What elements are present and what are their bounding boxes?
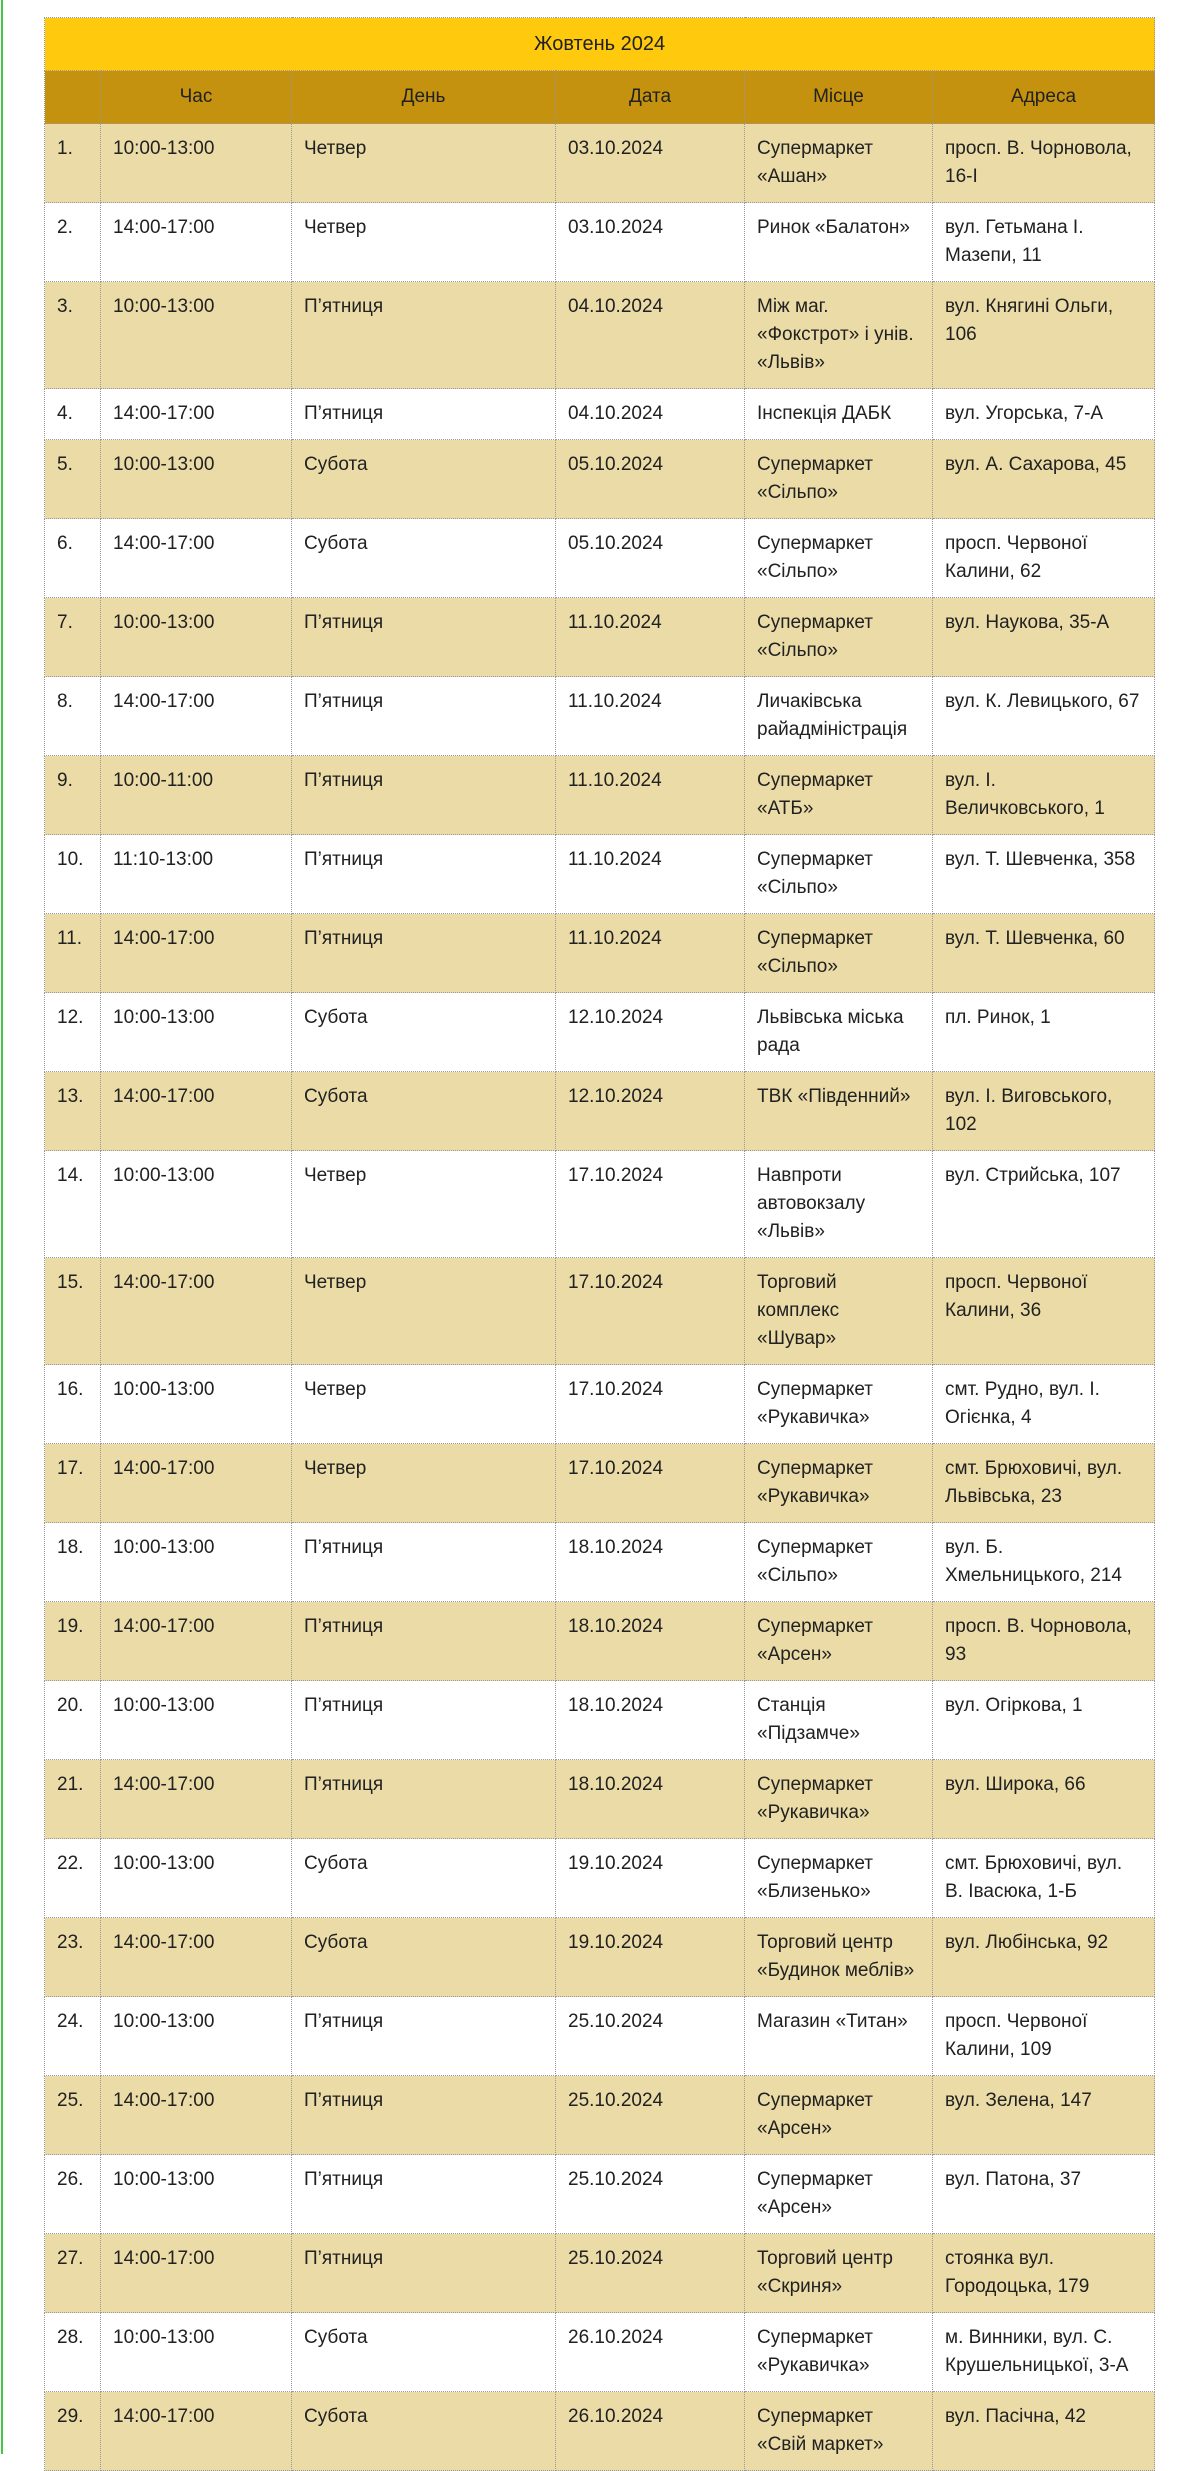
row-address: стоянка вул. Городоцька, 179 (933, 2234, 1155, 2313)
row-number: 3. (45, 282, 101, 389)
row-day: П’ятниця (292, 677, 556, 756)
table-row (45, 914, 1155, 993)
table-body (45, 124, 1155, 2471)
row-day: П’ятниця (292, 1760, 556, 1839)
table-row (45, 519, 1155, 598)
table-row (45, 756, 1155, 835)
row-day: П’ятниця (292, 1997, 556, 2076)
row-day: Субота (292, 2392, 556, 2471)
row-address: вул. Огіркова, 1 (933, 1681, 1155, 1760)
row-place: Супермаркет «Свій маркет» (745, 2392, 933, 2471)
row-time: 10:00-13:00 (101, 598, 292, 677)
row-place: Супермаркет «Рукавичка» (745, 1365, 933, 1444)
row-time: 10:00-13:00 (101, 2155, 292, 2234)
row-time: 10:00-13:00 (101, 1839, 292, 1918)
row-day: П’ятниця (292, 756, 556, 835)
row-place: ТВК «Південний» (745, 1072, 933, 1151)
schedule-table (44, 17, 1155, 2471)
row-time: 10:00-13:00 (101, 1523, 292, 1602)
row-day: П’ятниця (292, 598, 556, 677)
row-day: П’ятниця (292, 2155, 556, 2234)
table-row (45, 1151, 1155, 1258)
row-day: П’ятниця (292, 835, 556, 914)
row-address: вул. Т. Шевченка, 60 (933, 914, 1155, 993)
row-date: 03.10.2024 (556, 203, 745, 282)
table-row (45, 993, 1155, 1072)
row-time: 14:00-17:00 (101, 1444, 292, 1523)
row-place: Супермаркет «Сільпо» (745, 914, 933, 993)
table-row (45, 1997, 1155, 2076)
row-address: просп. Червоної Калини, 62 (933, 519, 1155, 598)
table-row (45, 124, 1155, 203)
row-number: 11. (45, 914, 101, 993)
row-time: 14:00-17:00 (101, 1072, 292, 1151)
row-number: 28. (45, 2313, 101, 2392)
table-row (45, 2392, 1155, 2471)
table-row (45, 1602, 1155, 1681)
row-day: П’ятниця (292, 1681, 556, 1760)
row-time: 10:00-13:00 (101, 1365, 292, 1444)
row-day: П’ятниця (292, 282, 556, 389)
row-day: Четвер (292, 1365, 556, 1444)
row-time: 14:00-17:00 (101, 389, 292, 440)
table-row (45, 598, 1155, 677)
row-date: 04.10.2024 (556, 389, 745, 440)
table-title: Жовтень 2024 (45, 18, 1155, 71)
row-place: Супермаркет «Рукавичка» (745, 1760, 933, 1839)
table-row (45, 2155, 1155, 2234)
row-address: вул. Угорська, 7-А (933, 389, 1155, 440)
row-time: 10:00-13:00 (101, 2313, 292, 2392)
row-address: вул. А. Сахарова, 45 (933, 440, 1155, 519)
row-date: 26.10.2024 (556, 2313, 745, 2392)
table-row (45, 1918, 1155, 1997)
row-day: П’ятниця (292, 2076, 556, 2155)
col-header-address: Адреса (933, 71, 1155, 124)
row-time: 14:00-17:00 (101, 2234, 292, 2313)
row-address: смт. Рудно, вул. І. Огієнка, 4 (933, 1365, 1155, 1444)
row-time: 10:00-13:00 (101, 1997, 292, 2076)
row-date: 25.10.2024 (556, 2076, 745, 2155)
table-row (45, 1072, 1155, 1151)
row-place: Торговий центр «Скриня» (745, 2234, 933, 2313)
row-place: Навпроти автовокзалу «Львів» (745, 1151, 933, 1258)
table-row (45, 1523, 1155, 1602)
row-address: просп. Червоної Калини, 109 (933, 1997, 1155, 2076)
row-day: Субота (292, 2313, 556, 2392)
row-number: 19. (45, 1602, 101, 1681)
row-time: 14:00-17:00 (101, 1602, 292, 1681)
table-row (45, 2313, 1155, 2392)
row-number: 4. (45, 389, 101, 440)
row-day: П’ятниця (292, 1602, 556, 1681)
row-number: 25. (45, 2076, 101, 2155)
row-number: 7. (45, 598, 101, 677)
row-place: Торговий комплекс «Шувар» (745, 1258, 933, 1365)
row-address: вул. Т. Шевченка, 358 (933, 835, 1155, 914)
row-date: 25.10.2024 (556, 2155, 745, 2234)
row-time: 14:00-17:00 (101, 203, 292, 282)
row-address: вул. Пасічна, 42 (933, 2392, 1155, 2471)
row-date: 17.10.2024 (556, 1151, 745, 1258)
table-row (45, 1760, 1155, 1839)
row-time: 14:00-17:00 (101, 1918, 292, 1997)
row-day: Четвер (292, 203, 556, 282)
row-address: вул. І. Виговського, 102 (933, 1072, 1155, 1151)
row-date: 05.10.2024 (556, 440, 745, 519)
row-time: 10:00-11:00 (101, 756, 292, 835)
row-date: 11.10.2024 (556, 677, 745, 756)
row-place: Станція «Підзамче» (745, 1681, 933, 1760)
row-place: Супермаркет «Ашан» (745, 124, 933, 203)
row-address: вул. Зелена, 147 (933, 2076, 1155, 2155)
table-row (45, 835, 1155, 914)
table-row (45, 2076, 1155, 2155)
row-time: 14:00-17:00 (101, 519, 292, 598)
row-date: 04.10.2024 (556, 282, 745, 389)
row-day: Четвер (292, 1444, 556, 1523)
row-number: 13. (45, 1072, 101, 1151)
row-number: 1. (45, 124, 101, 203)
table-row (45, 389, 1155, 440)
row-number: 24. (45, 1997, 101, 2076)
row-place: Супермаркет «Сільпо» (745, 1523, 933, 1602)
table-row (45, 440, 1155, 519)
row-address: вул. Любінська, 92 (933, 1918, 1155, 1997)
row-number: 6. (45, 519, 101, 598)
row-number: 15. (45, 1258, 101, 1365)
row-day: Четвер (292, 124, 556, 203)
title-row (45, 18, 1155, 71)
row-time: 14:00-17:00 (101, 1258, 292, 1365)
row-address: смт. Брюховичі, вул. Львівська, 23 (933, 1444, 1155, 1523)
row-day: Субота (292, 1072, 556, 1151)
col-header-time: Час (101, 71, 292, 124)
row-place: Між маг. «Фокстрот» і унів. «Львів» (745, 282, 933, 389)
row-time: 14:00-17:00 (101, 2076, 292, 2155)
row-time: 10:00-13:00 (101, 1681, 292, 1760)
row-date: 11.10.2024 (556, 914, 745, 993)
row-address: м. Винники, вул. С. Крушельницької, 3-А (933, 2313, 1155, 2392)
row-date: 18.10.2024 (556, 1760, 745, 1839)
row-day: Субота (292, 519, 556, 598)
row-time: 10:00-13:00 (101, 993, 292, 1072)
row-address: вул. К. Левицького, 67 (933, 677, 1155, 756)
row-place: Ринок «Балатон» (745, 203, 933, 282)
row-address: вул. Патона, 37 (933, 2155, 1155, 2234)
row-date: 11.10.2024 (556, 835, 745, 914)
row-place: Магазин «Титан» (745, 1997, 933, 2076)
row-time: 10:00-13:00 (101, 282, 292, 389)
row-place: Супермаркет «Арсен» (745, 2076, 933, 2155)
row-date: 03.10.2024 (556, 124, 745, 203)
row-date: 19.10.2024 (556, 1918, 745, 1997)
col-header-day: День (292, 71, 556, 124)
row-number: 9. (45, 756, 101, 835)
row-day: Субота (292, 1839, 556, 1918)
row-day: Четвер (292, 1258, 556, 1365)
table-row (45, 203, 1155, 282)
row-day: П’ятниця (292, 1523, 556, 1602)
row-day: Субота (292, 993, 556, 1072)
row-place: Львівська міська рада (745, 993, 933, 1072)
row-time: 14:00-17:00 (101, 1760, 292, 1839)
row-date: 17.10.2024 (556, 1444, 745, 1523)
row-number: 14. (45, 1151, 101, 1258)
row-time: 10:00-13:00 (101, 124, 292, 203)
row-place: Супермаркет «Рукавичка» (745, 1444, 933, 1523)
row-date: 11.10.2024 (556, 598, 745, 677)
row-place: Супермаркет «Сільпо» (745, 835, 933, 914)
row-number: 16. (45, 1365, 101, 1444)
left-green-edge (1, 0, 3, 2454)
row-number: 12. (45, 993, 101, 1072)
row-date: 11.10.2024 (556, 756, 745, 835)
row-number: 18. (45, 1523, 101, 1602)
row-place: Інспекція ДАБК (745, 389, 933, 440)
table-row (45, 1444, 1155, 1523)
row-date: 25.10.2024 (556, 1997, 745, 2076)
row-date: 19.10.2024 (556, 1839, 745, 1918)
row-date: 17.10.2024 (556, 1365, 745, 1444)
row-place: Супермаркет «Рукавичка» (745, 2313, 933, 2392)
row-place: Личаківська райадміністрація (745, 677, 933, 756)
row-date: 05.10.2024 (556, 519, 745, 598)
row-place: Супермаркет «АТБ» (745, 756, 933, 835)
table-row (45, 1365, 1155, 1444)
table-row (45, 1258, 1155, 1365)
row-place: Супермаркет «Сільпо» (745, 519, 933, 598)
row-address: смт. Брюховичі, вул. В. Івасюка, 1-Б (933, 1839, 1155, 1918)
schedule-table-wrap (44, 17, 1154, 2471)
row-address: вул. І. Величковського, 1 (933, 756, 1155, 835)
row-date: 12.10.2024 (556, 993, 745, 1072)
row-number: 17. (45, 1444, 101, 1523)
row-number: 22. (45, 1839, 101, 1918)
row-time: 11:10-13:00 (101, 835, 292, 914)
row-place: Торговий центр «Будинок меблів» (745, 1918, 933, 1997)
row-number: 26. (45, 2155, 101, 2234)
row-number: 27. (45, 2234, 101, 2313)
row-date: 17.10.2024 (556, 1258, 745, 1365)
column-header-row (45, 71, 1155, 124)
row-time: 14:00-17:00 (101, 677, 292, 756)
row-place: Супермаркет «Сільпо» (745, 440, 933, 519)
row-address: вул. Наукова, 35-А (933, 598, 1155, 677)
row-number: 21. (45, 1760, 101, 1839)
row-address: пл. Ринок, 1 (933, 993, 1155, 1072)
row-day: П’ятниця (292, 389, 556, 440)
row-day: Четвер (292, 1151, 556, 1258)
row-number: 29. (45, 2392, 101, 2471)
row-time: 14:00-17:00 (101, 2392, 292, 2471)
row-date: 12.10.2024 (556, 1072, 745, 1151)
row-address: вул. Широка, 66 (933, 1760, 1155, 1839)
row-date: 25.10.2024 (556, 2234, 745, 2313)
row-place: Супермаркет «Арсен» (745, 2155, 933, 2234)
row-time: 10:00-13:00 (101, 440, 292, 519)
row-day: П’ятниця (292, 2234, 556, 2313)
row-date: 18.10.2024 (556, 1681, 745, 1760)
row-address: просп. В. Чорновола, 16-І (933, 124, 1155, 203)
table-row (45, 1839, 1155, 1918)
row-day: Субота (292, 440, 556, 519)
row-number: 2. (45, 203, 101, 282)
row-number: 23. (45, 1918, 101, 1997)
row-number: 5. (45, 440, 101, 519)
row-date: 26.10.2024 (556, 2392, 745, 2471)
row-address: просп. В. Чорновола, 93 (933, 1602, 1155, 1681)
row-place: Супермаркет «Сільпо» (745, 598, 933, 677)
row-number: 20. (45, 1681, 101, 1760)
table-row (45, 2234, 1155, 2313)
row-time: 14:00-17:00 (101, 914, 292, 993)
row-number: 8. (45, 677, 101, 756)
col-header-date: Дата (556, 71, 745, 124)
table-row (45, 677, 1155, 756)
col-header-number (45, 71, 101, 124)
row-day: Субота (292, 1918, 556, 1997)
row-address: просп. Червоної Калини, 36 (933, 1258, 1155, 1365)
row-day: П’ятниця (292, 914, 556, 993)
row-time: 10:00-13:00 (101, 1151, 292, 1258)
table-row (45, 1681, 1155, 1760)
row-date: 18.10.2024 (556, 1602, 745, 1681)
row-address: вул. Стрийська, 107 (933, 1151, 1155, 1258)
table-row (45, 282, 1155, 389)
row-address: вул. Княгині Ольги, 106 (933, 282, 1155, 389)
row-number: 10. (45, 835, 101, 914)
row-address: вул. Гетьмана І. Мазепи, 11 (933, 203, 1155, 282)
row-address: вул. Б. Хмельницького, 214 (933, 1523, 1155, 1602)
row-place: Супермаркет «Близенько» (745, 1839, 933, 1918)
col-header-place: Місце (745, 71, 933, 124)
row-date: 18.10.2024 (556, 1523, 745, 1602)
row-place: Супермаркет «Арсен» (745, 1602, 933, 1681)
